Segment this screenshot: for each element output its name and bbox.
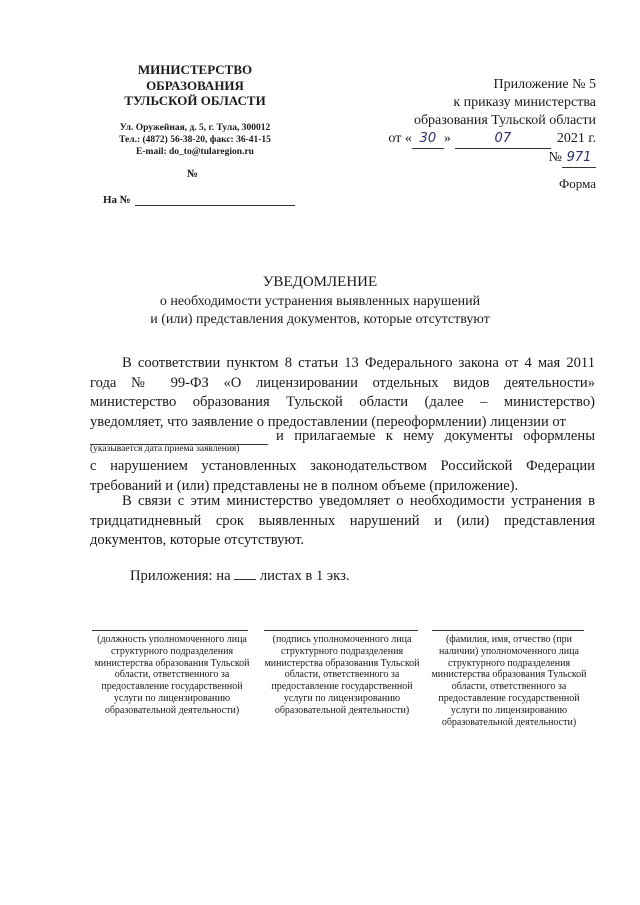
attachments-suffix: листах в 1 экз.	[259, 568, 350, 584]
application-date-hint: (указывается дата приема заявления)	[90, 444, 240, 454]
address: Ул. Оружейная, д. 5, г. Тула, 300012	[119, 123, 271, 133]
outgoing-number-label: №	[187, 168, 199, 180]
document-subtitle	[80, 293, 560, 329]
reference-number-label: На №	[103, 194, 131, 206]
signature-line-signature	[264, 630, 418, 631]
application-date-line	[90, 430, 268, 445]
paragraph-3: В связи с этим министерство уведомляет о необходимости устранения в тридцатидневный срок выявленных нарушений и (или) представления документов, которые отсутствуют.	[90, 493, 595, 548]
form-label: Форма	[559, 176, 596, 191]
date-year: 2021 г.	[556, 131, 596, 146]
phone: Тел.: (4872) 56-38-20, факс: 36-41-15	[119, 135, 271, 145]
signature-caption-signature: (подпись уполномоченного лица структурного подразделения министерства образования Тульской области, ответственного за предоставление государственной услуги по лицензированию образовательной деятельности)	[264, 634, 420, 716]
ministry-line: ТУЛЬСКОЙ ОБЛАСТИ	[124, 93, 266, 108]
signature-line-fullname	[432, 630, 584, 631]
attachments-prefix: Приложения: на	[130, 568, 231, 584]
application-date-row	[90, 428, 595, 445]
signature-line-position	[92, 630, 248, 631]
signature-caption-fullname: (фамилия, имя, отчество (при наличии) уполномоченного лица структурного подразделения министерства образования Тульской области, ответственного за предоставление государственной услуги по лицензированию образовательной деятельности)	[431, 634, 587, 728]
ministry-line: МИНИСТЕРСТВО	[137, 62, 253, 77]
appendix-block	[388, 76, 596, 168]
subtitle-line: о необходимости устранения выявленных нарушений	[159, 294, 481, 309]
order-number-row	[388, 149, 596, 168]
order-number-handwritten: 971	[562, 149, 596, 168]
email: E-mail: do_to@tularegion.ru	[136, 147, 254, 157]
reference-number-line	[135, 193, 295, 206]
signature-caption-position: (должность уполномоченного лица структурного подразделения министерства образования Тульской области, ответственного за предоставление государственной услуги по лицензированию образовательной деятельности)	[94, 634, 250, 716]
order-number-prefix: №	[548, 150, 562, 165]
date-month-handwritten: 07	[455, 130, 551, 149]
date-day-handwritten: 30	[412, 130, 444, 149]
ministry-line: ОБРАЗОВАНИЯ	[146, 77, 244, 93]
paragraph-1: В соответствии пунктом 8 статьи 13 Федерального закона от 4 мая 2011 года № 99-ФЗ «О лицензировании отдельных видов деятельности» министерство образования Тульской области (далее – министерство) уведомляет, что заявление о предоставлении (переоформлении) лицензии от	[90, 355, 595, 430]
date-mid: »	[443, 131, 451, 146]
order-date-row	[388, 130, 596, 149]
ministry-name	[95, 62, 295, 109]
date-prefix: от «	[388, 131, 412, 146]
paragraph-2: с нарушением установленных законодательством Российской Федерации требований и (или) представлены не в полном объеме (приложение).	[90, 458, 595, 494]
attachments-sheets-blank	[234, 567, 256, 580]
appendix-line: Приложение № 5	[493, 77, 596, 92]
appendix-line: к приказу министерства	[453, 95, 596, 110]
paragraph-1-tail: и прилагаемые к нему документы оформлены	[276, 428, 595, 444]
reference-number-row	[103, 193, 295, 206]
appendix-line: образования Тульской области	[413, 113, 596, 128]
subtitle-line: и (или) представления документов, которые отсутствуют	[150, 312, 490, 327]
attachments-line	[130, 567, 349, 585]
letterhead-contacts	[95, 122, 295, 158]
document-title: УВЕДОМЛЕНИЕ	[262, 274, 378, 290]
